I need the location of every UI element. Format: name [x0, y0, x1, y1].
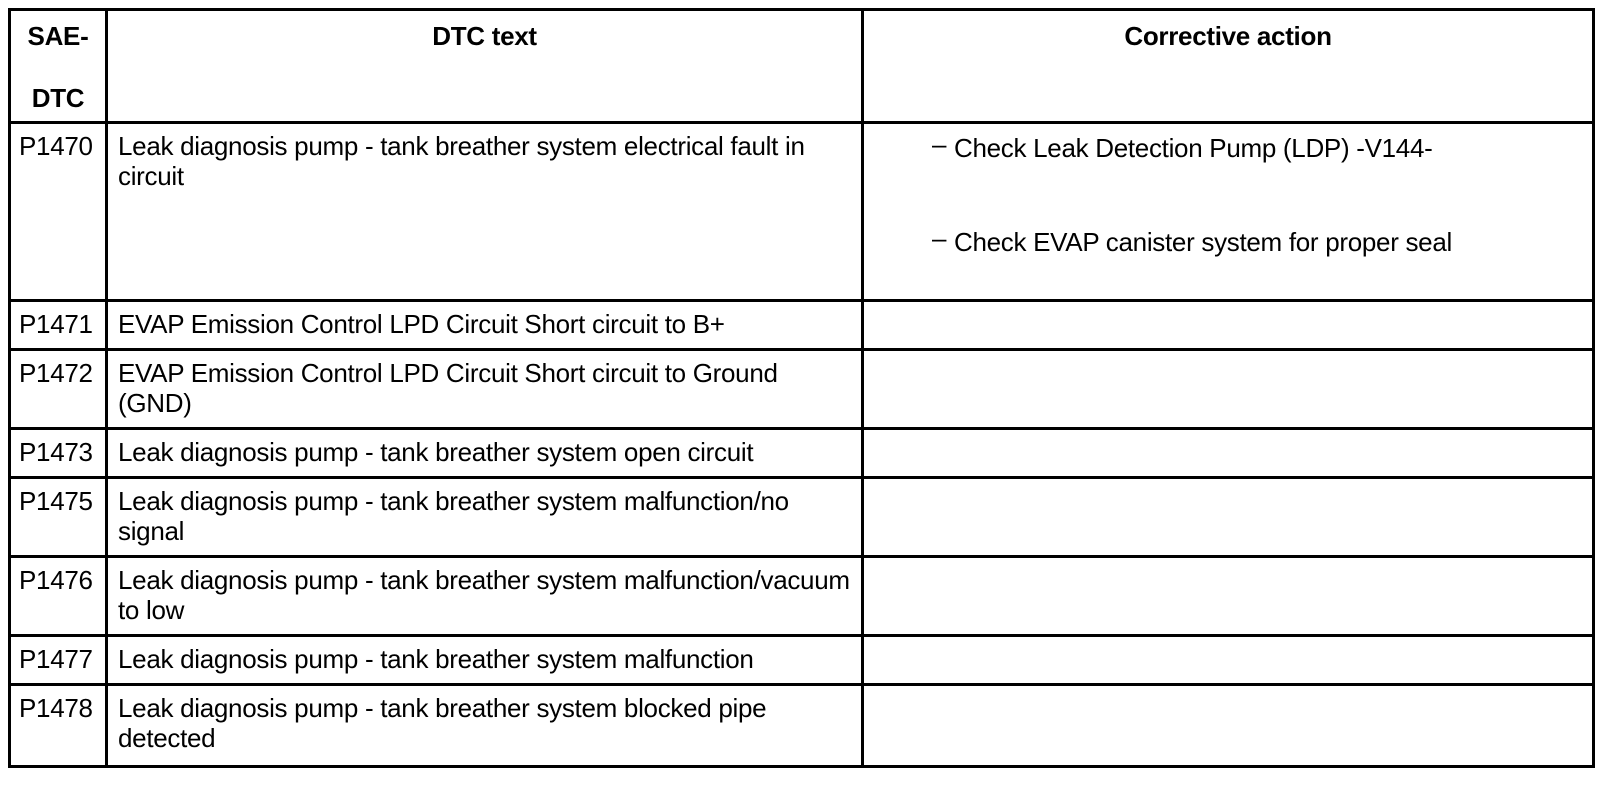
corrective-action-cell — [863, 478, 1594, 557]
dash-bullet-icon: – — [932, 129, 947, 159]
table-row — [10, 685, 1594, 767]
corrective-action-cell — [863, 636, 1594, 685]
dtc-table — [8, 8, 1595, 768]
corrective-action-text: Check Leak Detection Pump (LDP) -V144- — [954, 133, 1433, 163]
corrective-action-cell — [863, 123, 1594, 301]
dtc-code-cell: P1472 — [10, 350, 107, 429]
dtc-text-cell: Leak diagnosis pump - tank breather system electrical fault in circuit — [107, 123, 863, 301]
corrective-action-cell — [863, 350, 1594, 429]
table-row — [10, 478, 1594, 557]
dash-bullet-icon: – — [932, 223, 947, 253]
corrective-action-cell — [863, 301, 1594, 350]
table-row — [10, 123, 1594, 301]
dtc-text-cell: Leak diagnosis pump - tank breather system malfunction/vacuum to low — [107, 557, 863, 636]
table-row — [10, 557, 1594, 636]
header-dtc-text: DTC text — [107, 10, 863, 123]
corrective-action-item — [932, 129, 1582, 163]
dtc-text-cell: Leak diagnosis pump - tank breather system malfunction/no signal — [107, 478, 863, 557]
corrective-action-cell — [863, 557, 1594, 636]
table-row — [10, 636, 1594, 685]
dtc-text-cell: Leak diagnosis pump - tank breather system malfunction — [107, 636, 863, 685]
dtc-code-cell: P1477 — [10, 636, 107, 685]
corrective-action-text: Check EVAP canister system for proper seal — [954, 227, 1452, 257]
corrective-action-item — [932, 223, 1582, 257]
header-sae-dtc-line1: SAE- — [27, 21, 89, 51]
dtc-text-cell: Leak diagnosis pump - tank breather system open circuit — [107, 429, 863, 478]
table-row — [10, 301, 1594, 350]
dtc-code-cell: P1478 — [10, 685, 107, 767]
header-corrective-action: Corrective action — [863, 10, 1594, 123]
dtc-code-cell: P1473 — [10, 429, 107, 478]
dtc-text-cell: EVAP Emission Control LPD Circuit Short circuit to B+ — [107, 301, 863, 350]
header-sae-dtc — [10, 10, 107, 123]
dtc-code-cell: P1470 — [10, 123, 107, 301]
dtc-code-cell: P1471 — [10, 301, 107, 350]
table-row — [10, 350, 1594, 429]
dtc-text-cell: Leak diagnosis pump - tank breather system blocked pipe detected — [107, 685, 863, 767]
dtc-code-cell: P1475 — [10, 478, 107, 557]
header-sae-dtc-line2: DTC — [31, 83, 85, 113]
dtc-code-cell: P1476 — [10, 557, 107, 636]
corrective-action-cell — [863, 685, 1594, 767]
table-header-row — [10, 10, 1594, 123]
table-row — [10, 429, 1594, 478]
corrective-action-cell — [863, 429, 1594, 478]
dtc-text-cell: EVAP Emission Control LPD Circuit Short circuit to Ground (GND) — [107, 350, 863, 429]
